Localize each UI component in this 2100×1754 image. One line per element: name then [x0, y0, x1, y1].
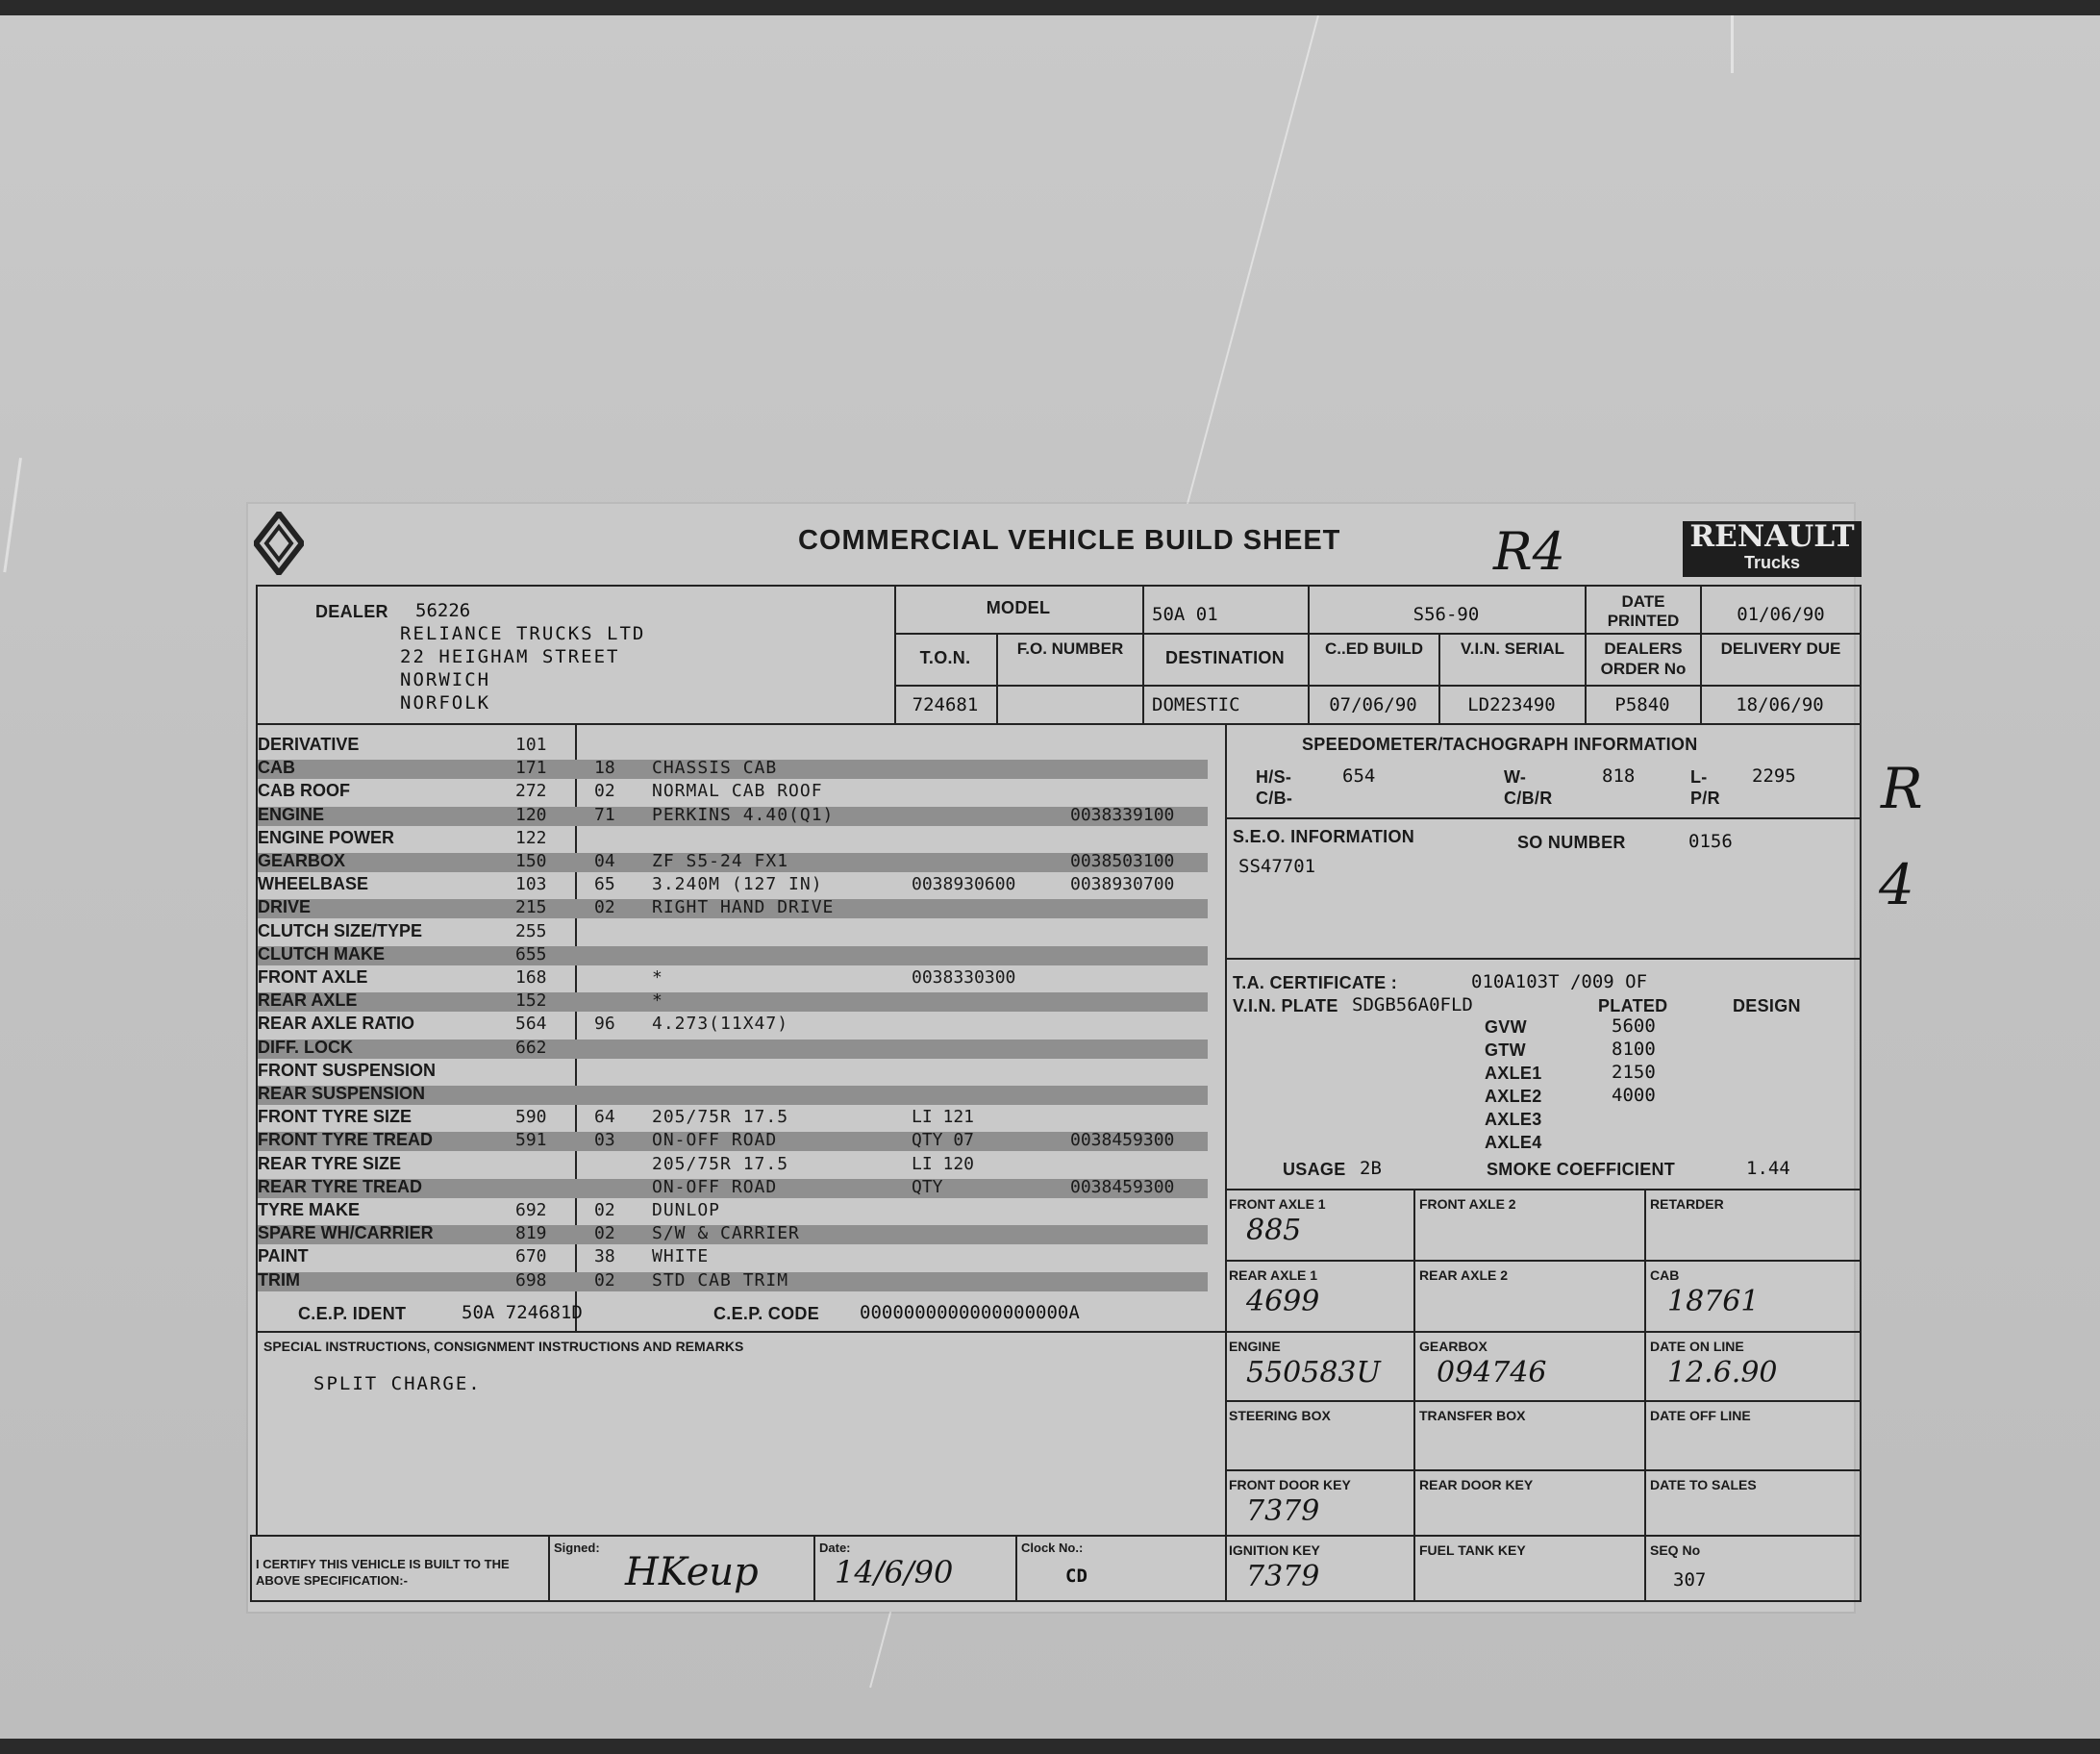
- spec-name: DIFF. LOCK: [258, 1037, 353, 1057]
- grid-cell-label: GEARBOX: [1419, 1339, 1488, 1354]
- scratch-line: [1731, 15, 1734, 73]
- destination-label: DESTINATION: [1165, 648, 1285, 667]
- spec-row: [258, 1246, 1210, 1269]
- date-printed: 01/06/90: [1737, 604, 1825, 625]
- spec-name: FRONT SUSPENSION: [258, 1060, 437, 1080]
- spec-name: ENGINE POWER: [258, 827, 395, 847]
- brand-name: RENAULT: [1689, 519, 1855, 554]
- speedo-title: SPEEDOMETER/TACHOGRAPH INFORMATION: [1302, 735, 1698, 754]
- ton-value: 724681: [912, 694, 979, 715]
- dealer-address-line: RELIANCE TRUCKS LTD: [400, 623, 646, 644]
- spec-row: [258, 851, 1210, 874]
- fo-label: F.O. NUMBER: [1016, 639, 1124, 658]
- spec-row: [258, 990, 1210, 1014]
- cep-code: 0000000000000000000A: [860, 1302, 1080, 1323]
- cbr-label: C/B/R: [1504, 789, 1553, 808]
- spec-name: REAR AXLE: [258, 990, 358, 1011]
- grid-cell-value: 7379: [1246, 1494, 1320, 1528]
- photo-background: [0, 15, 2100, 1739]
- grid-cell-label: REAR AXLE 1: [1229, 1267, 1318, 1283]
- dealer-address-line: NORFOLK: [400, 692, 491, 714]
- spec-row: [258, 805, 1210, 828]
- grid-cell-value: 12.6.90: [1667, 1356, 1778, 1390]
- grid-cell-value: 550583U: [1246, 1356, 1381, 1390]
- spec-row: [258, 1200, 1210, 1223]
- ta-weight-name: AXLE1: [1485, 1064, 1542, 1083]
- spec-row: [258, 781, 1210, 804]
- w-value: 818: [1602, 765, 1636, 787]
- spec-part-number: 0038459300: [1070, 1130, 1175, 1151]
- spec-description: ON-OFF ROAD: [652, 1176, 778, 1197]
- ta-certificate: 010A103T /009 OF: [1471, 971, 1648, 992]
- l-label: L-: [1690, 767, 1708, 787]
- grid-cell-value: 094746: [1437, 1356, 1547, 1390]
- grid-cell-label: RETARDER: [1650, 1196, 1724, 1212]
- spec-name: DRIVE: [258, 897, 312, 917]
- spec-row: [258, 1107, 1210, 1130]
- spec-code: 692: [515, 1200, 547, 1220]
- grid-cell-label: STEERING BOX: [1229, 1408, 1331, 1423]
- clock-number: CD: [1065, 1566, 1088, 1587]
- ta-weight-name: GTW: [1485, 1040, 1526, 1060]
- spec-code: 122: [515, 827, 547, 848]
- spec-option: 71: [594, 804, 615, 825]
- spec-description: *: [652, 990, 663, 1012]
- spec-row: [258, 1061, 1210, 1084]
- spec-row: [258, 1154, 1210, 1177]
- spec-code: 662: [515, 1037, 547, 1058]
- spec-code: 272: [515, 781, 547, 802]
- spec-part-number: LI 121: [912, 1107, 975, 1128]
- cb-label: C/B-: [1256, 789, 1293, 808]
- delivery-due-label: DELIVERY DUE: [1720, 639, 1841, 658]
- spec-name: WHEELBASE: [258, 874, 369, 894]
- destination-value: DOMESTIC: [1152, 694, 1240, 715]
- spec-part-number: QTY 07: [912, 1130, 975, 1151]
- ta-weight-plated: 5600: [1612, 1015, 1656, 1037]
- spec-name: GEARBOX: [258, 851, 346, 870]
- clock-number-label: Clock No.:: [1021, 1541, 1084, 1555]
- grid-cell-label: FRONT DOOR KEY: [1229, 1477, 1351, 1492]
- vin-plate: SDGB56A0FLD: [1352, 994, 1473, 1015]
- ta-weight-name: AXLE3: [1485, 1110, 1542, 1129]
- vin-plate-label: V.I.N. PLATE: [1233, 996, 1338, 1015]
- spec-option: 03: [594, 1130, 615, 1151]
- spec-description: *: [652, 967, 663, 988]
- spec-name: CAB ROOF: [258, 781, 350, 801]
- grid-cell-label: SEQ No: [1650, 1542, 1701, 1558]
- spec-code: 152: [515, 990, 547, 1012]
- dealer-address-line: NORWICH: [400, 669, 491, 690]
- spec-option: 65: [594, 874, 615, 895]
- ta-certificate-label: T.A. CERTIFICATE :: [1233, 973, 1398, 992]
- grid-cell-label: FRONT AXLE 2: [1419, 1196, 1516, 1212]
- spec-description: PERKINS 4.40(Q1): [652, 804, 835, 825]
- grid-cell-label: IGNITION KEY: [1229, 1542, 1320, 1558]
- spec-name: CLUTCH SIZE/TYPE: [258, 920, 423, 940]
- spec-row: [258, 874, 1210, 897]
- handwritten-note: R4: [1493, 521, 1566, 582]
- model-code: 50A 01: [1152, 604, 1218, 625]
- grid-cell-value: 4699: [1246, 1285, 1320, 1318]
- spec-part-number: 0038503100: [1070, 851, 1175, 871]
- spec-part-number: 0038330300: [912, 967, 1016, 988]
- spec-code: 655: [515, 943, 547, 965]
- grid-cell-value: 885: [1246, 1214, 1302, 1247]
- scratch-line: [3, 458, 22, 572]
- smoke-coefficient-label: SMOKE COEFFICIENT: [1487, 1160, 1676, 1179]
- spec-description: 4.273(11X47): [652, 1014, 789, 1035]
- model-variant: S56-90: [1412, 604, 1480, 625]
- spec-name: TRIM: [258, 1269, 300, 1290]
- spec-part-number: 0038930700: [1070, 874, 1175, 895]
- spec-row: [258, 1014, 1210, 1037]
- spec-row: [258, 758, 1210, 781]
- usage-value: 2B: [1360, 1158, 1382, 1179]
- renault-diamond-logo: [254, 512, 304, 575]
- spec-name: REAR TYRE SIZE: [258, 1153, 402, 1173]
- renault-trucks-logo: [1683, 521, 1862, 577]
- spec-part-number: QTY: [912, 1176, 943, 1197]
- spec-name: CLUTCH MAKE: [258, 943, 385, 964]
- spec-code: 101: [515, 735, 547, 755]
- spec-part-number: 0038930600: [912, 874, 1016, 895]
- grid-cell-label: ENGINE: [1229, 1339, 1281, 1354]
- spec-row: [258, 1270, 1210, 1293]
- spec-description: 205/75R 17.5: [652, 1153, 789, 1174]
- spec-code: 255: [515, 920, 547, 941]
- spec-name: DERIVATIVE: [258, 735, 360, 754]
- spec-part-number: LI 120: [912, 1153, 975, 1174]
- dealers-order-label: DEALERS ORDER No: [1600, 639, 1687, 678]
- date-label: Date:: [819, 1541, 851, 1555]
- grid-cell-label: FUEL TANK KEY: [1419, 1542, 1526, 1558]
- spec-option: 96: [594, 1014, 615, 1035]
- grid-cell-label: DATE OFF LINE: [1650, 1408, 1751, 1423]
- seo-label: S.E.O. INFORMATION: [1233, 827, 1415, 846]
- spec-name: ENGINE: [258, 804, 325, 824]
- spec-description: 205/75R 17.5: [652, 1107, 789, 1128]
- spec-code: 819: [515, 1223, 547, 1244]
- grid-cell-label: REAR DOOR KEY: [1419, 1477, 1534, 1492]
- so-number-label: SO NUMBER: [1517, 833, 1626, 852]
- spec-description: 3.240M (127 IN): [652, 874, 823, 895]
- ta-weight-name: AXLE4: [1485, 1133, 1542, 1152]
- signature: HKeup: [625, 1550, 759, 1594]
- spec-description: ON-OFF ROAD: [652, 1130, 778, 1151]
- dealer-label: DEALER: [315, 602, 388, 621]
- grid-divider: [1225, 1331, 1862, 1333]
- spec-name: SPARE WH/CARRIER: [258, 1223, 434, 1243]
- spec-description: RIGHT HAND DRIVE: [652, 897, 835, 918]
- spec-option: 18: [594, 758, 615, 779]
- plated-label: PLATED: [1598, 996, 1668, 1015]
- spec-option: 02: [594, 1200, 615, 1220]
- dealers-order-no: P5840: [1614, 694, 1670, 715]
- w-label: W-: [1504, 767, 1527, 787]
- spec-code: 698: [515, 1269, 547, 1290]
- ta-weight-plated: 8100: [1612, 1039, 1656, 1060]
- spec-description: WHITE: [652, 1246, 710, 1267]
- spec-row: [258, 1038, 1210, 1061]
- spec-code: 120: [515, 804, 547, 825]
- spec-row: [258, 735, 1210, 758]
- spec-code: 591: [515, 1130, 547, 1151]
- page-title: COMMERCIAL VEHICLE BUILD SHEET: [798, 525, 1341, 556]
- vin-serial: LD223490: [1467, 694, 1556, 715]
- ta-weight-plated: 4000: [1612, 1085, 1656, 1106]
- certification-text: I CERTIFY THIS VEHICLE IS BUILT TO THE ABOVE SPECIFICATION:-: [256, 1557, 510, 1588]
- spec-row: [258, 1130, 1210, 1153]
- spec-code: 103: [515, 874, 547, 895]
- spec-code: 171: [515, 758, 547, 779]
- grid-divider: [1225, 1260, 1862, 1262]
- signed-label: Signed:: [554, 1541, 600, 1555]
- spec-name: FRONT TYRE TREAD: [258, 1130, 433, 1150]
- cep-ident: 50A 724681D: [462, 1302, 583, 1323]
- spec-code: 670: [515, 1246, 547, 1267]
- build-sheet: [248, 504, 1854, 1612]
- spec-name: PAINT: [258, 1246, 309, 1266]
- special-instructions: SPLIT CHARGE.: [313, 1373, 482, 1394]
- ta-weight-plated: 2150: [1612, 1062, 1656, 1083]
- certify-date: 14/6/90: [835, 1554, 954, 1591]
- grid-cell-value: 307: [1673, 1569, 1707, 1591]
- model-label: MODEL: [986, 598, 1051, 617]
- spec-option: 02: [594, 897, 615, 918]
- spec-option: 04: [594, 851, 615, 871]
- grid-cell-label: REAR AXLE 2: [1419, 1267, 1509, 1283]
- usage-label: USAGE: [1283, 1160, 1346, 1179]
- ton-label: T.O.N.: [919, 648, 971, 667]
- spec-option: 38: [594, 1246, 615, 1267]
- date-printed-label: DATE PRINTED: [1607, 592, 1680, 630]
- spec-part-number: 0038339100: [1070, 804, 1175, 825]
- grid-cell-label: FRONT AXLE 1: [1229, 1196, 1326, 1212]
- spec-option: 02: [594, 781, 615, 802]
- seo-value: SS47701: [1238, 856, 1316, 877]
- spec-description: CHASSIS CAB: [652, 758, 778, 779]
- spec-description: NORMAL CAB ROOF: [652, 781, 823, 802]
- spec-code: 168: [515, 967, 547, 988]
- spec-name: FRONT TYRE SIZE: [258, 1107, 412, 1127]
- spec-row: [258, 1177, 1210, 1200]
- spec-description: ZF S5-24 FX1: [652, 851, 789, 871]
- grid-cell-label: DATE ON LINE: [1650, 1339, 1744, 1354]
- smoke-coefficient: 1.44: [1746, 1158, 1790, 1179]
- spec-row: [258, 967, 1210, 990]
- grid-divider: [1225, 1400, 1862, 1402]
- spec-row: [258, 828, 1210, 851]
- spec-name: REAR TYRE TREAD: [258, 1176, 423, 1196]
- grid-cell-value: 7379: [1246, 1560, 1320, 1593]
- spec-name: FRONT AXLE: [258, 967, 368, 987]
- so-number: 0156: [1688, 831, 1733, 852]
- grid-divider: [1225, 1469, 1862, 1471]
- spec-code: 590: [515, 1107, 547, 1128]
- spec-row: [258, 1223, 1210, 1246]
- spec-row: [258, 897, 1210, 920]
- build-label: C..ED BUILD: [1325, 639, 1423, 658]
- delivery-due: 18/06/90: [1736, 694, 1824, 715]
- dealer-number: 56226: [415, 600, 471, 621]
- grid-cell-label: DATE TO SALES: [1650, 1477, 1757, 1492]
- spec-code: 150: [515, 851, 547, 871]
- spec-description: DUNLOP: [652, 1200, 721, 1220]
- spec-option: 02: [594, 1223, 615, 1244]
- spec-description: STD CAB TRIM: [652, 1269, 789, 1290]
- grid-cell-label: CAB: [1650, 1267, 1680, 1283]
- special-instructions-label: SPECIAL INSTRUCTIONS, CONSIGNMENT INSTRUCTIONS AND REMARKS: [263, 1339, 744, 1354]
- spec-code: 564: [515, 1014, 547, 1035]
- hs-value: 654: [1342, 765, 1376, 787]
- design-label: DESIGN: [1733, 996, 1801, 1015]
- spec-name: REAR AXLE RATIO: [258, 1014, 415, 1034]
- margin-note: 4: [1879, 852, 1914, 917]
- vin-label: V.I.N. SERIAL: [1460, 639, 1564, 658]
- margin-note: R: [1881, 756, 1923, 821]
- grid-cell-label: TRANSFER BOX: [1419, 1408, 1526, 1423]
- ta-weight-name: GVW: [1485, 1017, 1527, 1037]
- grid-divider: [1225, 1535, 1862, 1537]
- cep-code-label: C.E.P. CODE: [713, 1304, 819, 1323]
- spec-name: TYRE MAKE: [258, 1200, 361, 1219]
- build-date: 07/06/90: [1329, 694, 1417, 715]
- spec-name: CAB: [258, 758, 295, 778]
- pr-label: P/R: [1690, 789, 1720, 808]
- cep-ident-label: C.E.P. IDENT: [298, 1304, 407, 1323]
- dealer-address-line: 22 HEIGHAM STREET: [400, 646, 620, 667]
- spec-row: [258, 944, 1210, 967]
- spec-part-number: 0038459300: [1070, 1176, 1175, 1197]
- grid-cell-value: 18761: [1667, 1285, 1760, 1318]
- spec-description: S/W & CARRIER: [652, 1223, 800, 1244]
- spec-option: 64: [594, 1107, 615, 1128]
- ta-weight-name: AXLE2: [1485, 1087, 1542, 1106]
- hs-label: H/S-: [1256, 767, 1292, 787]
- spec-option: 02: [594, 1269, 615, 1290]
- spec-code: 215: [515, 897, 547, 918]
- spec-row: [258, 921, 1210, 944]
- spec-row: [258, 1084, 1210, 1107]
- brand-sub: Trucks: [1743, 553, 1801, 572]
- l-value: 2295: [1752, 765, 1796, 787]
- spec-name: REAR SUSPENSION: [258, 1084, 426, 1103]
